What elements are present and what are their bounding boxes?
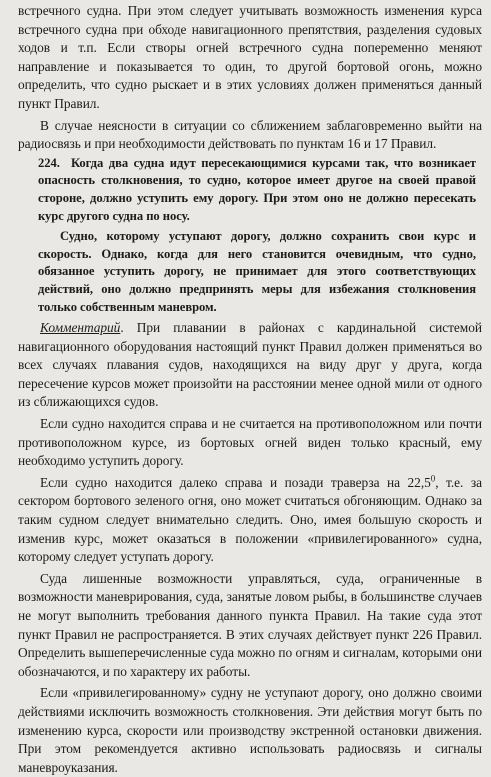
degree-superscript: 0 bbox=[430, 473, 436, 484]
paragraph-overtaking bbox=[18, 474, 482, 567]
paragraph-right-side: Если судно находится справа и не считается на противоположном или почти противоположном курсе, из бортовых огней виден только красный, ему необходимо уступить дорогу. bbox=[18, 416, 482, 469]
overtaking-text-b: , т.е. за сектором бортового зеленого огня, оно может считаться обгоняющим. Однако за таким судном следует внимательно следить. Оно, имея большую скорость и изменив курс, может оказаться в положении «привилегированного» судна, которому следует уступать дорогу. bbox=[18, 474, 482, 565]
commentary-paragraph bbox=[18, 319, 482, 412]
paragraph-radio: В случае неясности в ситуации со сближением заблаговременно выйти на радиосвязь и при необходимости действовать по пунктам 16 и 17 Правил. bbox=[18, 117, 482, 152]
paragraph-continuation: встречного судна. При этом следует учитывать возможность изменения курса встречного судна при обходе навигационного препятствия, разделения судовых ходов и т.п. Если створы огней встречного судна попеременно меняют направление и показывается то один, то другой бортовой огонь, можно определить, что судно рыскает и в этих условиях должен применяться данный пункт Правил. bbox=[18, 3, 482, 111]
rule-224-second: Судно, которому уступают дорогу, должно сохранить свои курс и скорость. Однако, когда для него становится очевидным, что судно, обязанное уступить дорогу, не принимает для этого соответствующих действий, оно должно предпринять меры для избежания столкновения только собственным маневром. bbox=[38, 229, 476, 314]
rule-number: 224. bbox=[38, 155, 60, 170]
commentary-text: . При плавании в районах с кардинальной системой навигационного оборудования настоящий пункт Правил должен применяться во всех случаях плавания судов, находящихся на виду друг у друга, когда пересечение курсов может произойти на расстоянии менее одной мили от одного из сближающихся судов. bbox=[18, 320, 482, 410]
rule-text: Когда два судна идут пересекающимися курсами так, что возникает опасность столкновения, то судно, которое имеет другое на своей правой стороне, должно уступить ему дорогу. При этом оно не должно пересекать курс другого судна по носу. bbox=[38, 155, 476, 223]
commentary-label: Комментарий bbox=[40, 320, 121, 336]
overtaking-text-a: Если судно находится далеко справа и позади траверза на 22,5 bbox=[40, 474, 431, 490]
rule-224 bbox=[18, 155, 482, 225]
paragraph-privileged: Если «привилегированному» судну не уступают дорогу, оно должно своими действиями исключить возможность столкновения. Эти действия могут быть по изменению курса, скорости или производству экстренной остановки движения. При этом рекомендуется активно использовать радиосвязь и сигналы маневроуказания. bbox=[18, 685, 482, 775]
paragraph-restricted-vessels: Суда лишенные возможности управляться, суда, ограниченные в возможности маневрирования, суда, занятые ловом рыбы, в большинстве случаев не могут выполнить требования данного пункта Правил. На такие суда этот пункт Правил не распространяется. В этих случаях действует пункт 226 Правил. Определить вышеперечисленные суда можно по огням и сигналам, которыми они обозначаются, и по характеру их работы. bbox=[18, 570, 482, 679]
